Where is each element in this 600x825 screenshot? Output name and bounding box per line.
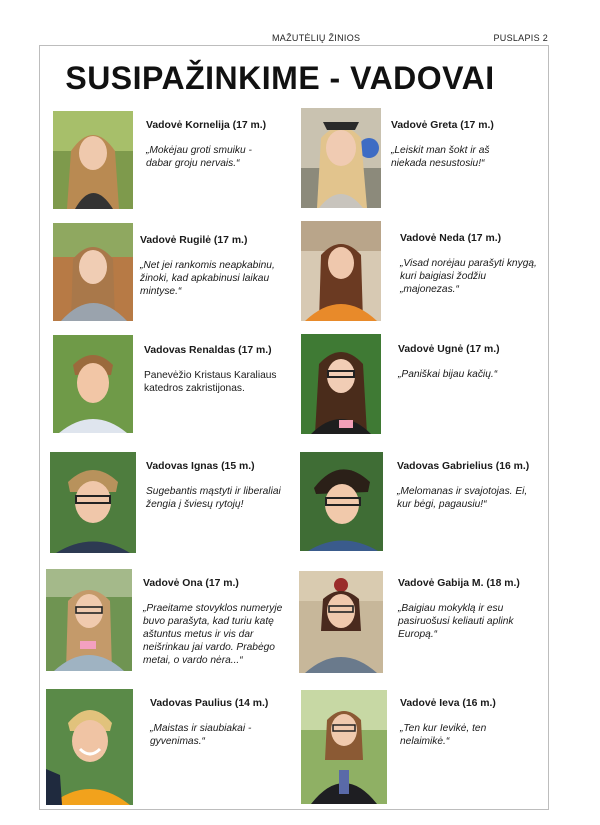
photo-ona <box>46 569 132 671</box>
leader-name: Vadovas Gabrielius (16 m.) <box>397 461 530 472</box>
caption-ieva <box>400 697 535 748</box>
leader-name: Vadovė Rugilė (17 m.) <box>140 235 248 246</box>
leader-name: Vadovė Kornelija (17 m.) <box>146 120 267 131</box>
photo-ugne <box>301 334 381 434</box>
leader-name: Vadovas Ignas (15 m.) <box>146 461 255 472</box>
leader-quote: „Baigiau mokyklą ir esu pasiruošusi keliauti aplink Europą.“ <box>398 603 514 640</box>
leader-name: Vadovė Neda (17 m.) <box>400 233 502 244</box>
leader-name: Vadovas Renaldas (17 m.) <box>144 345 272 356</box>
photo-renaldas <box>53 335 133 433</box>
leader-quote: Panevėžio Kristaus Karaliaus katedros zakristijonas. <box>144 370 277 394</box>
photo-kornelija <box>53 111 133 209</box>
leader-name: Vadovė Greta (17 m.) <box>391 120 494 131</box>
caption-ugne <box>398 343 538 381</box>
leader-quote: „Paniškai bijau kačių.“ <box>398 369 498 380</box>
newsletter-name: MAŽUTĖLIŲ ŽINIOS <box>272 33 361 43</box>
caption-gabrielius <box>397 460 537 511</box>
photo-gabrielius <box>300 452 383 551</box>
caption-greta <box>391 119 516 170</box>
leader-quote: Sugebantis mąstyti ir liberaliai žengia į šviesų rytojų! <box>146 486 281 510</box>
leader-name: Vadovė Ona (17 m.) <box>143 578 239 589</box>
leader-name: Vadovė Ieva (16 m.) <box>400 698 496 709</box>
page-title: SUSIPAŽINKIME - VADOVAI <box>65 60 495 96</box>
caption-rugile <box>140 234 288 298</box>
leader-quote: „Maistas ir siaubiakai - gyvenimas.“ <box>150 723 252 747</box>
leader-quote: „Melomanas ir svajotojas. Ei, kur bėgi, pagausiu!“ <box>397 486 528 510</box>
leader-name: Vadovas Paulius (14 m.) <box>150 698 269 709</box>
leader-name: Vadovė Gabija M. (18 m.) <box>398 578 520 589</box>
leader-quote: „Leiskit man šokt ir aš niekada nesustosiu!“ <box>391 145 490 169</box>
photo-paulius <box>46 689 133 805</box>
caption-ignas <box>146 460 286 511</box>
photo-ieva <box>301 690 387 804</box>
leader-name: Vadovė Ugnė (17 m.) <box>398 344 500 355</box>
leader-quote: „Ten kur Ievikė, ten nelaimikė.“ <box>400 723 487 747</box>
page-number: PUSLAPIS 2 <box>493 33 548 43</box>
leader-quote: „Praeitame stovyklos numeryje buvo parašyta, kad turiu katę aštuntus metus ir vis dar neišrinkau jai vardo. Prabėgo metai, o vardo nėra...“ <box>143 603 283 666</box>
photo-neda <box>301 221 381 321</box>
photo-greta <box>301 108 381 208</box>
photo-gabija <box>299 571 383 673</box>
caption-gabija <box>398 577 538 641</box>
caption-renaldas <box>144 344 284 395</box>
caption-paulius <box>150 697 275 748</box>
leader-quote: „Mokėjau groti smuiku - dabar groju nervais.“ <box>146 145 252 169</box>
leader-quote: „Net jei rankomis neapkabinu, žinoki, kad apkabinusi laikau mintyse.“ <box>140 260 275 297</box>
caption-ona <box>143 577 293 667</box>
caption-neda <box>400 232 538 296</box>
caption-kornelija <box>146 119 271 170</box>
photo-ignas <box>50 452 136 553</box>
photo-rugile <box>53 223 133 321</box>
leader-quote: „Visad norėjau parašyti knygą, kuri baigiasi žodžiu „majonezas.“ <box>400 258 537 295</box>
